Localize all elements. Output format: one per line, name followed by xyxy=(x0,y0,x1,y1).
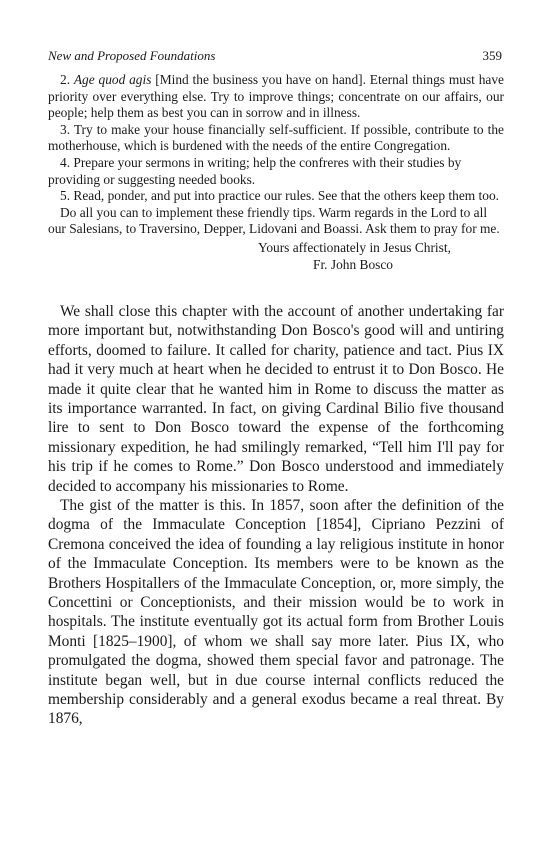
letter-closing-paragraph: Do all you can to implement these friendly tips. Warm regards in the Lord to all our Salesians, to Traversino, Depper, Lidovani and Boassi. Ask them to pray for me. xyxy=(48,204,500,237)
item-2-latin: Age quod agis xyxy=(73,72,152,87)
item-2-text: [Mind the business you have on hand]. Eternal things must have priority over everything else. Try to improve things; concentrate on our affairs, our people; help them as best you can in sorrow and in illness. xyxy=(48,72,504,121)
body-paragraph-2: The gist of the matter is this. In 1857, soon after the definition of the dogma of the Immaculate Conception [1854], Cipriano Pezzini of Cremona conceived the idea of founding a lay religious institute in honor of the Immaculate Conception. Its members were to be known as the Brothers Hospitallers of the Immaculate Conception, or, more simply, the Concettini or Conceptionists, and their mission would be to work in hospitals. The institute eventually got its actual form from Brother Louis Monti [1825–1900], of whom we shall say more later. Pius IX, who promulgated the dogma, showed them special favor and patronage. The institute began well, but in due course internal conflicts reduced the membership considerably and a general exodus became a real threat. By 1876, xyxy=(48,497,504,728)
running-header xyxy=(48,48,504,66)
body-text xyxy=(48,302,504,729)
signature-line: Fr. John Bosco xyxy=(313,256,393,272)
page-number: 359 xyxy=(482,48,502,63)
body-paragraph-1: We shall close this chapter with the account of another undertaking far more important but, notwithstanding Don Bosco's good will and untiring efforts, doomed to failure. It called for charity, patience and tact. Pius IX had it very much at heart when he decided to entrust it to Don Bosco. He made it quite clear that he wanted him in Rome to discuss the matter as its importance warranted. In fact, on giving Cardinal Bilio five thousand lire to sent to Don Bosco toward the expense of the forthcoming missionary expedition, he had smilingly remarked, “Tell him I'll pay for his trip if he comes to Rome.” Don Bosco understood and immediately decided to accompany his missionaries to Rome. xyxy=(48,302,504,495)
letter-item-2 xyxy=(48,72,504,122)
item-2-number: 2. xyxy=(60,72,71,87)
book-page xyxy=(48,48,504,729)
letter-signoff xyxy=(48,239,504,273)
signoff-line: Yours affectionately in Jesus Christ, xyxy=(258,239,451,255)
letter-text xyxy=(48,72,504,238)
letter-item-4: 4. Prepare your sermons in writing; help the confreres with their studies by providing or suggesting needed books. xyxy=(48,154,462,187)
letter-item-5: 5. Read, ponder, and put into practice our rules. See that the others keep them too. xyxy=(60,188,499,204)
letter-item-3: 3. Try to make your house financially self-sufficient. If possible, contribute to the motherhouse, which is burdened with the needs of the entire Congregation. xyxy=(48,121,504,154)
running-title: New and Proposed Foundations xyxy=(48,48,216,63)
